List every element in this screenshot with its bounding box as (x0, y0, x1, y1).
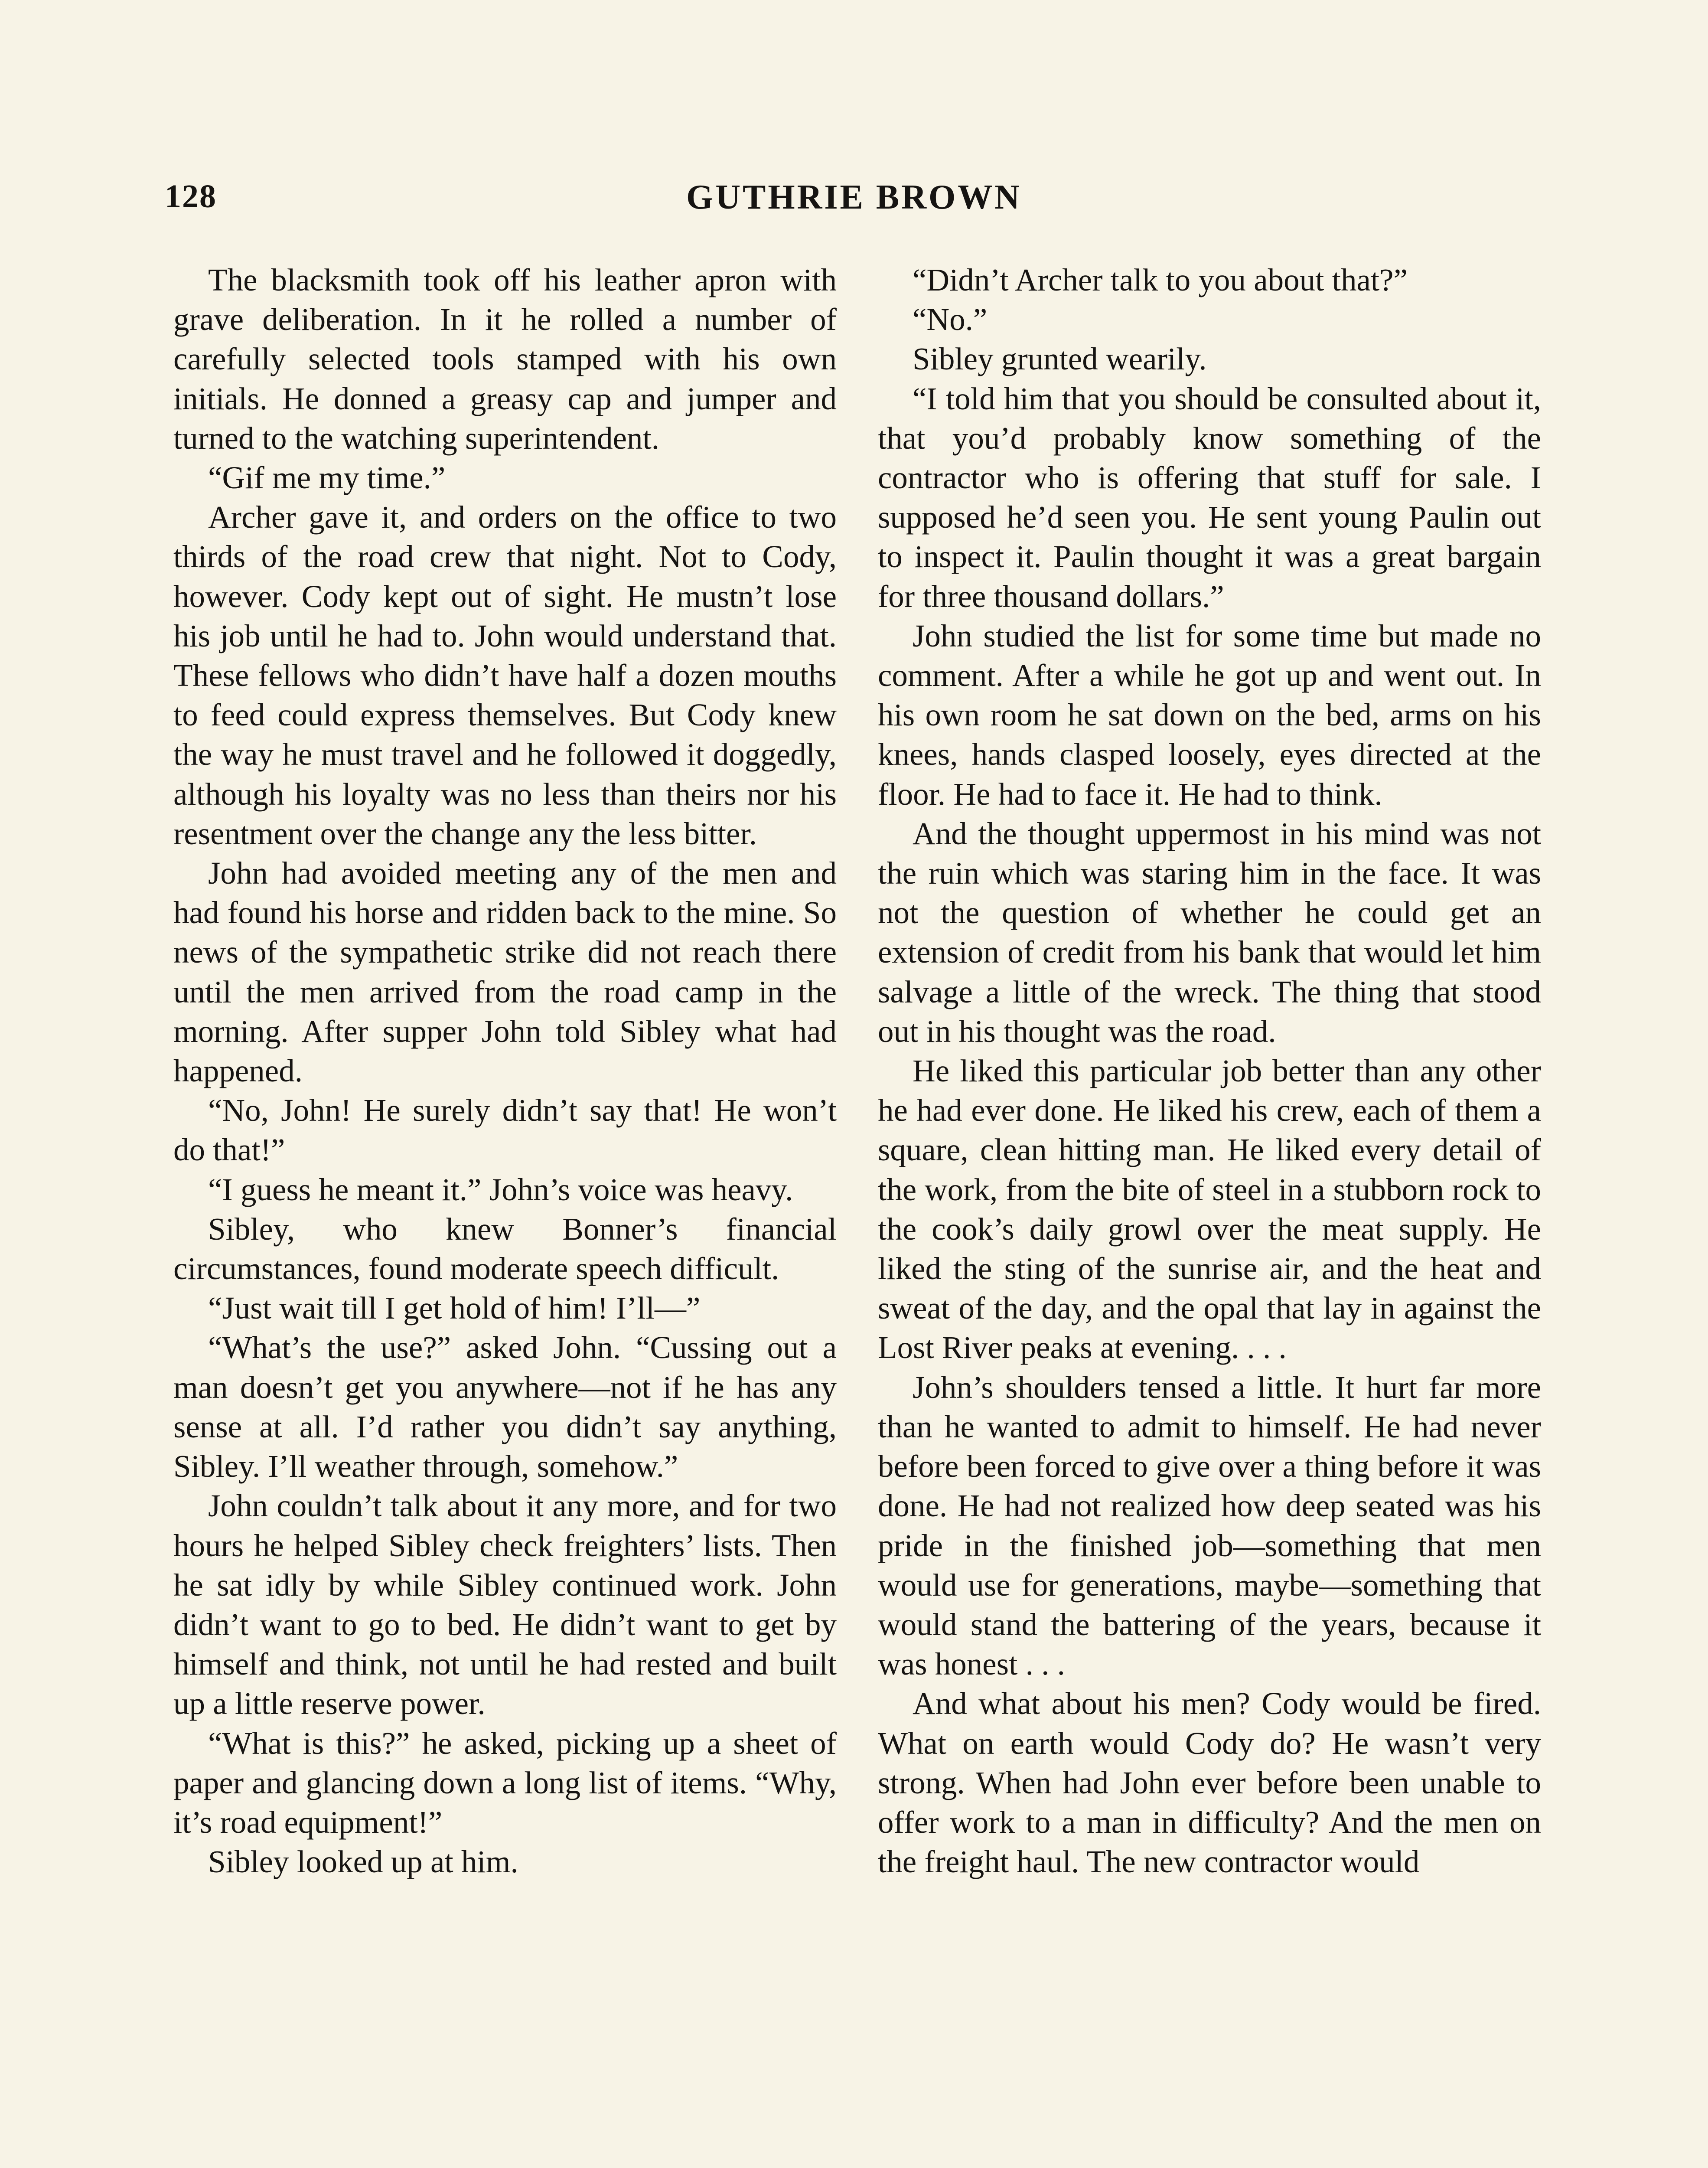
paragraph: And what about his men? Cody would be fired. What on earth would Cody do? He wasn’t very strong. When had John ever before been unable to offer work to a man in difficulty? And the men on the freight haul. The new contractor would (878, 1686, 1541, 1880)
paragraph: “Just wait till I get hold of him! I’ll—” (208, 1290, 701, 1326)
paragraph: John’s shoulders tensed a little. It hurt far more than he wanted to admit to himself. He had never before been forced to give over a thing before it was done. He had not realized how deep seated was his pride in the finished job—something that men would use for generations, maybe—something that would stand the battering of the years, because it was honest . . . (878, 1369, 1541, 1682)
paragraph: “I told him that you should be consulted about it, that you’d probably know something of the contractor who is offering that stuff for sale. I supposed he’d seen you. He sent young Paulin out to inspect it. Paulin thought it was a great bargain for three thousand dollars.” (878, 381, 1541, 614)
paragraph: John had avoided meeting any of the men and had found his horse and ridden back to the mine. So news of the sympathetic strike did not reach there until the men arrived from the road camp in the morning. After supper John told Sibley what had happened. (173, 855, 837, 1089)
running-head: GUTHRIE BROWN (686, 178, 1022, 216)
page-number: 128 (165, 178, 217, 215)
paragraph: “No.” (913, 302, 988, 337)
paragraph: “What’s the use?” asked John. “Cussing out a man doesn’t get you anywhere—not if he has any sense at all. I’d rather you didn’t say anything, Sibley. I’ll weather through, somehow.” (173, 1330, 837, 1484)
paragraph: John studied the list for some time but made no comment. After a while he got up and went out. In his own room he sat down on the bed, arms on his knees, hands clasped loosely, eyes directed at the floor. He had to face it. He had to think. (878, 618, 1541, 812)
paragraph: Sibley, who knew Bonner’s financial circumstances, found moderate speech difficult. (173, 1211, 837, 1286)
paragraph: “Didn’t Archer talk to you about that?” (913, 262, 1408, 297)
paragraph: “I guess he meant it.” John’s voice was heavy. (208, 1172, 793, 1207)
paragraph: “No, John! He surely didn’t say that! He won’t do that!” (173, 1093, 837, 1168)
paragraph: “Gif me my time.” (208, 460, 446, 496)
left-column (173, 260, 837, 1881)
paragraph: John couldn’t talk about it any more, and for two hours he helped Sibley check freighters’ lists. Then he sat idly by while Sibley continued work. John didn’t want to go to bed. He didn’t want to get by himself and think, not until he had rested and built up a little reserve power. (173, 1488, 837, 1721)
paragraph: He liked this particular job better than any other he had ever done. He liked his crew, each of them a square, clean hitting man. He liked every detail of the work, from the bite of steel in a stubborn rock to the cook’s daily growl over the meat supply. He liked the sting of the sunrise air, and the heat and sweat of the day, and the opal that lay in against the Lost River peaks at evening. . . . (878, 1053, 1541, 1365)
right-column (878, 260, 1541, 1881)
paragraph: Sibley grunted wearily. (913, 341, 1207, 377)
paragraph: The blacksmith took off his leather apron with grave deliberation. In it he rolled a number of carefully selected tools stamped with his own initials. He donned a greasy cap and jumper and turned to the watching superintendent. (173, 262, 837, 456)
paragraph: And the thought uppermost in his mind was not the ruin which was staring him in the face. It was not the question of whether he could get an extension of credit from his bank that would let him salvage a little of the wreck. The thing that stood out in his thought was the road. (878, 816, 1541, 1049)
paragraph: Archer gave it, and orders on the office to two thirds of the road crew that night. Not to Cody, however. Cody kept out of sight. He mustn’t lose his job until he had to. John would understand that. These fellows who didn’t have half a dozen mouths to feed could express themselves. But Cody knew the way he must travel and he followed it doggedly, although his loyalty was no less than theirs nor his resentment over the change any the less bitter. (173, 500, 837, 851)
paragraph: Sibley looked up at him. (208, 1844, 518, 1880)
paragraph: “What is this?” he asked, picking up a sheet of paper and glancing down a long list of items. “Why, it’s road equipment!” (173, 1725, 837, 1840)
